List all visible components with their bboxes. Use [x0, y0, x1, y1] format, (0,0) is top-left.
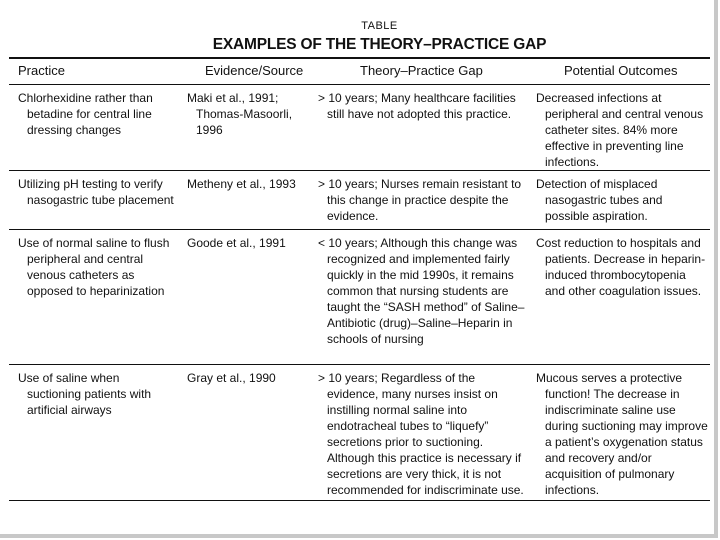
header-theory-practice-gap: Theory–Practice Gap [360, 63, 483, 78]
table-title: EXAMPLES OF THE THEORY–PRACTICE GAP [212, 36, 547, 53]
gap-cell: > 10 years; Many healthcare facilities still have not adopted this practice. [318, 91, 516, 121]
outcome-cell: Mucous serves a protective function! The decrease in indiscriminate saline use during suctioning may improve a patient’s oxygenation status and recovery and/or acquisition of pulmonary infections. [536, 371, 708, 497]
gap-cell: < 10 years; Although this change was recognized and implemented fairly quickly in the mid 1990s, it remains common that nursing students are taught the “SASH method” of Saline–Antibiotic (drug)–Saline–Heparin in schools of nursing [318, 236, 525, 346]
source-cell: Goode et al., 1991 [187, 236, 286, 250]
source-cell: Metheny et al., 1993 [187, 177, 296, 191]
table-row [9, 85, 710, 171]
header-row [9, 58, 710, 85]
table-container [9, 20, 710, 501]
practice-cell: Utilizing pH testing to verify nasogastric tube placement [18, 177, 174, 207]
gap-cell: > 10 years; Regardless of the evidence, many nurses insist on instilling normal saline into endotracheal tubes to “liquefy” secretions prior to suctioning. Although this practice is necessary if secretions are very thick, it is not recommended for indiscriminate use. [318, 371, 524, 497]
header-evidence-source: Evidence/Source [205, 63, 304, 78]
outcome-cell: Decreased infections at peripheral and central venous catheter sites. 84% more effective in preventing line infections. [536, 91, 704, 169]
table-row [9, 230, 710, 365]
outcome-cell: Detection of misplaced nasogastric tubes and possible aspiration. [536, 177, 663, 223]
header-practice: Practice [18, 63, 65, 78]
gap-cell: > 10 years; Nurses remain resistant to this change in practice despite the evidence. [318, 177, 522, 223]
table-row [9, 171, 710, 230]
table-row [9, 365, 710, 501]
outcome-cell: Cost reduction to hospitals and patients. Decrease in heparin-induced thrombocytopenia and other coagulation issues. [536, 236, 706, 298]
source-cell: Gray et al., 1990 [187, 371, 276, 385]
practice-cell: Use of saline when suctioning patients with artificial airways [18, 371, 152, 417]
practice-cell: Chlorhexidine rather than betadine for central line dressing changes [18, 91, 153, 137]
practice-cell: Use of normal saline to flush peripheral and central venous catheters as opposed to heparinization [18, 236, 170, 298]
header-potential-outcomes: Potential Outcomes [564, 63, 678, 78]
table-label: TABLE [361, 20, 398, 32]
theory-practice-table [9, 57, 710, 501]
source-cell: Maki et al., 1991; Thomas-Masoorli, 1996 [187, 91, 293, 137]
